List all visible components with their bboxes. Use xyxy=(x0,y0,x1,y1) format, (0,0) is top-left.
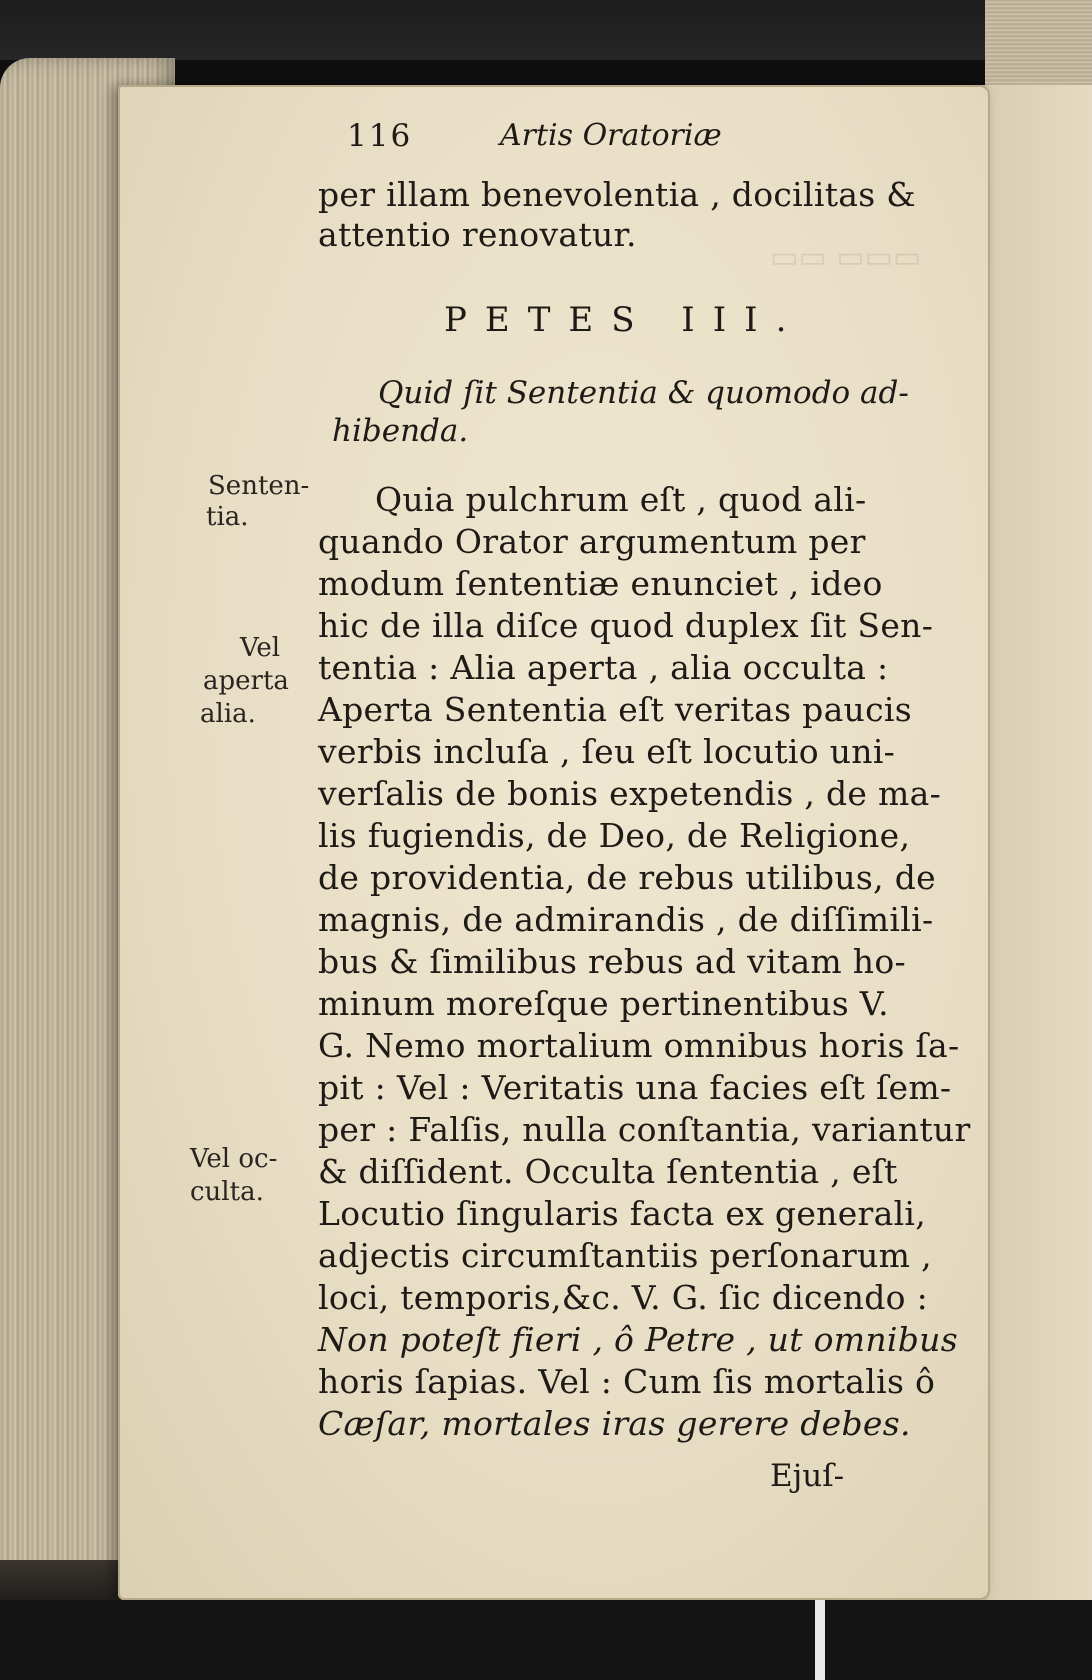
intro-line: per illam benevolentia , docilitas & xyxy=(318,175,916,214)
intro-line: attentio renovatur. xyxy=(318,215,637,254)
body-line: verbis incluſa , ſeu eſt locutio uni- xyxy=(318,732,896,771)
section-subheading: Quid ſit Sententia & quomodo ad- xyxy=(378,375,909,411)
body-line: tentia : Alia aperta , alia occulta : xyxy=(318,648,889,687)
body-line: modum ſententiæ enunciet , ideo xyxy=(318,564,883,603)
section-subheading: hibenda. xyxy=(332,413,469,449)
body-line: adjectis circumſtantiis perſonarum , xyxy=(318,1236,932,1275)
body-line: Non poteſt fieri , ô Petre , ut omnibus xyxy=(318,1320,958,1359)
body-line: verſalis de bonis expetendis , de ma- xyxy=(318,774,942,813)
bleed-through: ▭▭ ▭▭▭ xyxy=(770,240,922,275)
body-line: quando Orator argumentum per xyxy=(318,522,866,561)
margin-note: tia. xyxy=(206,502,249,532)
body-line: minum moreſque pertinentibus V. xyxy=(318,984,889,1023)
body-line: bus & ſimilibus rebus ad vitam ho- xyxy=(318,942,906,981)
body-line: horis ſapias. Vel : Cum ſis mortalis ô xyxy=(318,1362,936,1401)
margin-note: Vel xyxy=(240,633,281,663)
body-line: Quia pulchrum eſt , quod ali- xyxy=(375,480,867,519)
backdrop xyxy=(0,0,1092,60)
backdrop-strip xyxy=(815,1600,825,1680)
margin-note: Vel oc- xyxy=(190,1144,278,1174)
right-page-edges xyxy=(985,0,1092,90)
body-line: per : Falſis, nulla conſtantia, variantur xyxy=(318,1110,971,1149)
body-line: Aperta Sententia eſt veritas paucis xyxy=(318,690,912,729)
body-line: Cæſar, mortales iras gerere debes. xyxy=(318,1404,911,1443)
body-line: de providentia, de rebus utilibus, de xyxy=(318,858,936,897)
running-title: Artis Oratoriæ xyxy=(500,118,722,153)
margin-note: culta. xyxy=(190,1177,264,1207)
body-line: Locutio ſingularis facta ex generali, xyxy=(318,1194,927,1233)
page-number: 116 xyxy=(347,118,413,154)
body-line: & diſſident. Occulta ſententia , eſt xyxy=(318,1152,898,1191)
body-line: pit : Vel : Veritatis una facies eſt ſem- xyxy=(318,1068,952,1107)
bottom-backdrop xyxy=(0,1600,1092,1680)
margin-note: Senten- xyxy=(208,471,310,501)
section-heading: PETES III. xyxy=(444,300,805,340)
body-line: G. Nemo mortalium omnibus horis ſa- xyxy=(318,1026,960,1065)
body-line: magnis, de admirandis , de diſſimili- xyxy=(318,900,934,939)
facing-page xyxy=(975,85,1092,1600)
catchword: Ejuſ- xyxy=(770,1458,845,1494)
body-line: loci, temporis,&c. V. G. ſic dicendo : xyxy=(318,1278,928,1317)
margin-note: aperta xyxy=(203,666,289,696)
body-line: hic de illa diſce quod duplex ſit Sen- xyxy=(318,606,934,645)
margin-note: alia. xyxy=(200,699,256,729)
body-line: lis fugiendis, de Deo, de Religione, xyxy=(318,816,911,855)
